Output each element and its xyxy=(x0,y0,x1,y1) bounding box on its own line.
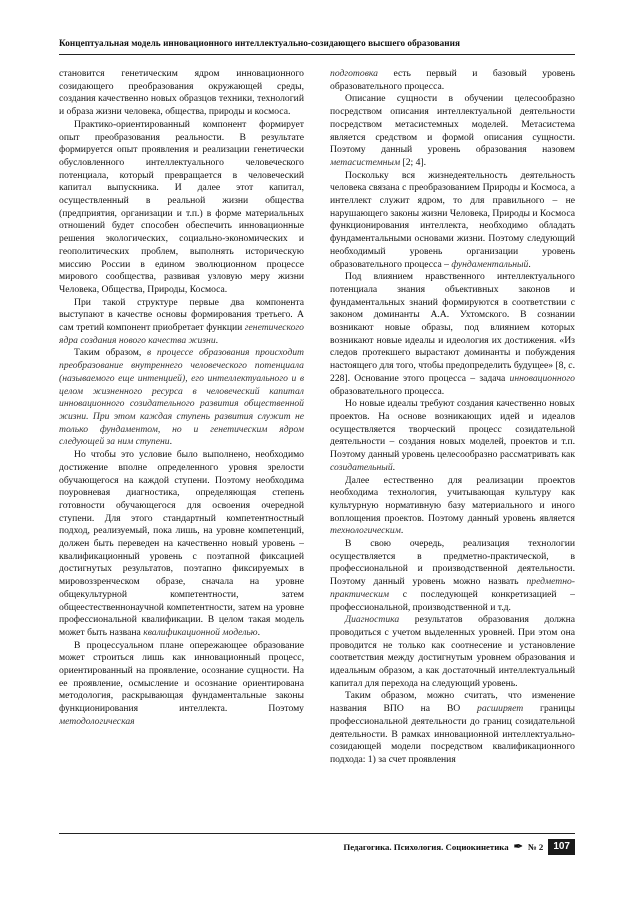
journal-title: Педагогика. Психология. Социокинетика xyxy=(343,842,509,852)
paragraph: В процессуальном плане опережающее образование может строиться лишь как инновационный процесс, ориентированный на проявление, осознание сущности. На ее проявление, осмысление и осознание ориентирована методология, раскрывающая фундаментальные законы функционирования интеллекта. Поэтому методологическая xyxy=(59,639,304,727)
paragraph: Диагностика результатов образования должна проводиться с учетом выделенных уровней. При этом она проводится не только как соотнесение и установление соответствия между достигнутым уровнем образования и идеальным образом, а как достаточный интеллектуальный капитал для перехода на следующий уровень. xyxy=(330,614,575,689)
header-divider xyxy=(59,54,575,55)
italic-term: квалификационной моделью xyxy=(143,626,258,638)
paragraph: В свою очередь, реализация технологии осуществляется в предметно-практической, в профессиональной и производственной деятельности. Поэтому данный уровень можно назвать предметно-практическим с последующей конкретизацией – профессиональной, производственной и т.д. xyxy=(330,538,575,613)
italic-term: генетического ядра создания нового качества жизни xyxy=(59,322,304,346)
right-column xyxy=(330,68,575,820)
quill-pen-icon: ✒ xyxy=(513,840,523,853)
italic-term: инновационного xyxy=(509,372,575,384)
italic-term: в процессе образования происходит преобразование внутреннего человеческого потенциала (называемого еще интенцией), его интеллектуального и в целом жизненного ресурса в человеческий капитал инновационного созидательного развития общественной жизни. При этом каждая ступень развития служит не только фундаментом, но и генетическим ядром следующей за ним ступени xyxy=(59,347,304,448)
footer-divider xyxy=(59,833,575,834)
italic-term: технологическим xyxy=(330,525,401,537)
italic-term: методологическая xyxy=(59,715,135,727)
italic-term: расширяет xyxy=(477,703,524,715)
paragraph: становится генетическим ядром инновационного созидающего преобразования окружающей среды, создания качественно новых образцов техники, технологий и образа жизни человека, общества, природы и космоса. xyxy=(59,68,304,118)
paragraph: При такой структуре первые два компонента выступают в качестве основы формирования третьего. А сам третий компонент приобретает функции генетического ядра создания нового качества жизни. xyxy=(59,296,304,346)
paragraph: Под влиянием нравственного интеллектуального потенциала знания объективных законов и фундаментальных знаний формируются в соответствии с законом доминанты А.А. Ухтомского. В сознании возникают новые образы, под влиянием которых возникают новые идеалы и идеология их достижения. «Из следов протекшего вырастают доминанты и побуждения настоящего для того, чтобы предопределить будущее» [8, с. 228]. Основание этого процесса – задача инновационного образовательного процесса. xyxy=(330,271,575,397)
italic-term: метасистемным xyxy=(330,156,401,168)
paragraph: Описание сущности в обучении целесообразно посредством описания интеллектуальной деятельности посредством метасистемных моделей. Метасистема является средством и формой описания сущности. Поэтому данный уровень образования назовем метасистемным [2; 4]. xyxy=(330,93,575,168)
italic-term: фундаментальный xyxy=(451,258,529,270)
italic-term: созидательный xyxy=(330,461,393,473)
page-footer xyxy=(343,839,575,855)
paragraph: Но чтобы это условие было выполнено, необходимо достижение вполне определенного уровня зрелости обучающегося на каждой ступени. Поэтому необходима поуровневая диагностика, определяющая степень готовности обучающегося для освоения очередной ступени. Для этого стандартный компетентностный подход, реализуемый, пока лишь, на уровне компетенций, должен быть переведен на качественно новый уровень – квалификационный уровень с поэтапной фиксацией достигнутых результатов, поэтапно фиксируемых в мировоззренческом образе, сначала на уровне общекультурной компетентности, затем общеестественнонаучной компетентности, затем на уровне профессиональной квалификации. В целом такая модель может быть названа квалификационной моделью. xyxy=(59,449,304,638)
running-header: Концептуальная модель инновационного интеллектуально-созидающего высшего образования xyxy=(59,38,460,48)
paragraph: Таким образом, в процессе образования происходит преобразование внутреннего человеческого потенциала (называемого еще интенцией), его интеллектуального и в целом жизненного ресурса в человеческий капитал инновационного созидательного развития общественной жизни. При этом каждая ступень развития служит не только фундаментом, но и генетическим ядром следующей за ним ступени. xyxy=(59,347,304,448)
paragraph: Поскольку вся жизнедеятельность деятельность человека связана с преобразованием Природы и Космоса, а интеллект служит ядром, то для правильного – не нарушающего законы жизни Человека, Природы и Космоса функционирования интеллекта, необходимо обладать фундаментальными основами жизни. Поэтому следующий необходимый уровень организации уровень образовательного процесса – фундаментальный. xyxy=(330,169,575,270)
left-column xyxy=(59,68,304,820)
page-number: 107 xyxy=(548,839,575,855)
italic-term: предметно-практическим xyxy=(330,576,575,600)
issue-number: № 2 xyxy=(527,842,544,852)
italic-term: подготовка xyxy=(330,68,378,79)
paragraph: Но новые идеалы требуют создания качественно новых проектов. На основе возникающих идей и идеалов осуществляется творческий процесс созидательной деятельности – создания новых моделей, проектов и т.п. Поэтому данный уровень целесообразно рассматривать как созидательный. xyxy=(330,398,575,473)
italic-term: Диагностика xyxy=(345,614,400,626)
paragraph: Практико-ориентированный компонент формирует опыт преобразования реальности. В результате формируется опыт проявления и реализации генетически обусловленного интеллектуального человеческого потенциала, который превращается в человеческий капитал выпускника. И далее этот капитал, осуществленный в реальной жизни общества (предприятия, организации и т.п.) в форме материальных отношений будет способен обеспечить инновационные решения экологических, социально-экономических и геополитических проблем, выполнять историческую миссию России в едином эволюционном процессе мирового сообщества, развивая узловую меру жизни Человека, Общества, Природы, Космоса. xyxy=(59,118,304,295)
paragraph: Далее естественно для реализации проектов необходима технология, учитывающая культуру как культурную нормативную базу материального и иного воплощения проектов. Поэтому данный уровень является технологическим. xyxy=(330,474,575,537)
paragraph: Таким образом, можно считать, что изменение названия ВПО на ВО расширяет границы профессиональной деятельности до границ созидательной деятельности. В рамках инновационной интеллектуально-созидающей модели посредством квалификационного подхода: 1) за счет проявления xyxy=(330,690,575,765)
paragraph: подготовка есть первый и базовый уровень образовательного процесса. xyxy=(330,68,575,92)
